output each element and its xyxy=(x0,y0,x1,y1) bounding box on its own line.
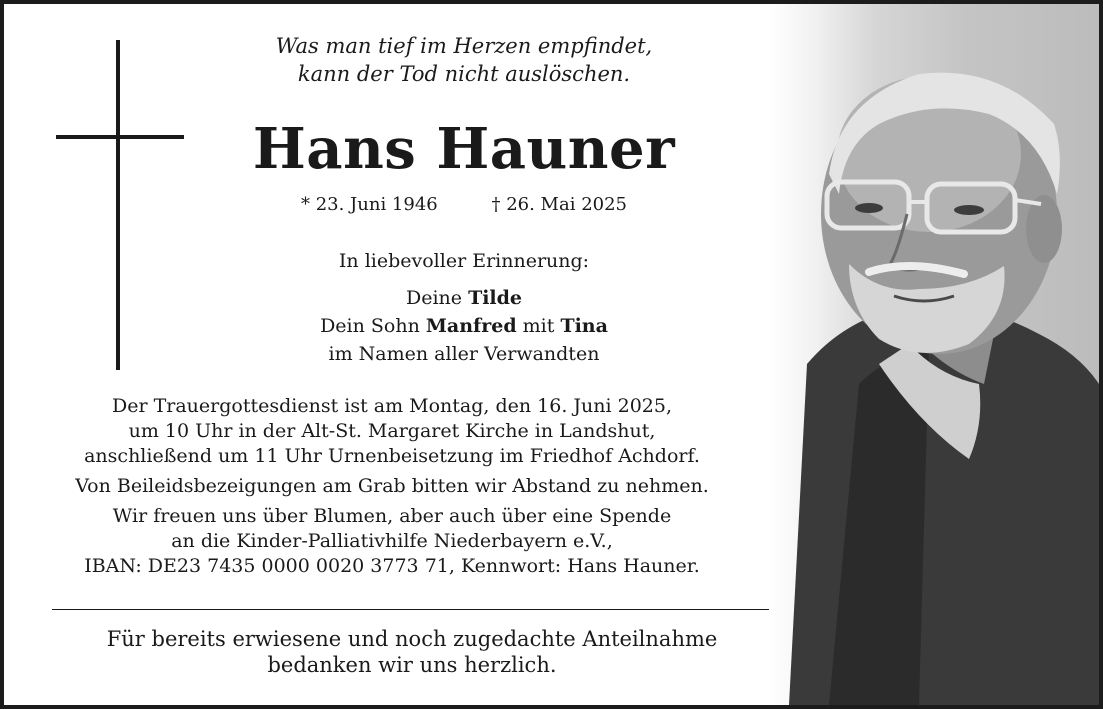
service-details xyxy=(4,394,780,584)
portrait-photo xyxy=(769,4,1099,705)
portrait-eye-left xyxy=(855,203,883,213)
mourner-line-1 xyxy=(204,284,724,312)
donation-iban: IBAN: DE23 7435 0000 0020 3773 71, Kennwort: Hans Hauner. xyxy=(84,555,700,577)
service-line-2: um 10 Uhr in der Alt-St. Margaret Kirche in Landshut, xyxy=(128,420,656,442)
thanks-line-1: Für bereits erwiesene und noch zugedachte Anteilnahme xyxy=(106,627,718,651)
mourners-list xyxy=(204,284,724,368)
thanks-note xyxy=(4,626,820,678)
thanks-line-2: bedanken wir uns herzlich. xyxy=(267,653,557,677)
service-line-3: anschließend um 11 Uhr Urnenbeisetzung im Friedhof Achdorf. xyxy=(84,445,700,467)
mourner-line-3: im Namen aller Verwandten xyxy=(328,343,600,365)
death-date: † 26. Mai 2025 xyxy=(491,194,628,215)
cross-horizontal-bar xyxy=(56,135,184,139)
motto xyxy=(244,32,684,88)
donation-paragraph xyxy=(4,504,780,579)
service-paragraph xyxy=(4,394,780,469)
service-line-1: Der Trauergottesdienst ist am Montag, den 16. Juni 2025, xyxy=(111,395,673,417)
cross-vertical-bar xyxy=(116,40,120,370)
mourner-name-tina: Tina xyxy=(560,315,608,337)
memory-heading: In liebevoller Erinnerung: xyxy=(338,250,590,272)
donation-line-1: Wir freuen uns über Blumen, aber auch über eine Spende xyxy=(112,505,672,527)
mourner-prefix-2: Dein Sohn xyxy=(320,315,420,337)
motto-line-1: Was man tief im Herzen empfindet, xyxy=(275,34,653,58)
mourner-line-2 xyxy=(204,312,724,340)
motto-line-2: kann der Tod nicht auslöschen. xyxy=(297,62,631,86)
portrait-ear xyxy=(1026,195,1062,263)
mourner-name-tilde: Tilde xyxy=(468,287,523,309)
mourner-connector: mit xyxy=(522,315,555,337)
mourner-prefix-1: Deine xyxy=(405,287,463,309)
life-dates xyxy=(204,192,724,218)
divider xyxy=(52,609,774,610)
cross-icon xyxy=(56,40,184,370)
birth-date: * 23. Juni 1946 xyxy=(300,194,438,215)
portrait-illustration xyxy=(769,4,1099,705)
condolence-request: Von Beileidsbezeigungen am Grab bitten wir Abstand zu nehmen. xyxy=(75,475,709,497)
mourner-name-manfred: Manfred xyxy=(425,315,517,337)
donation-line-2: an die Kinder-Palliativhilfe Niederbayern e.V., xyxy=(171,530,613,552)
portrait-eye-right xyxy=(954,205,984,215)
deceased-name: Hans Hauner xyxy=(252,116,676,182)
